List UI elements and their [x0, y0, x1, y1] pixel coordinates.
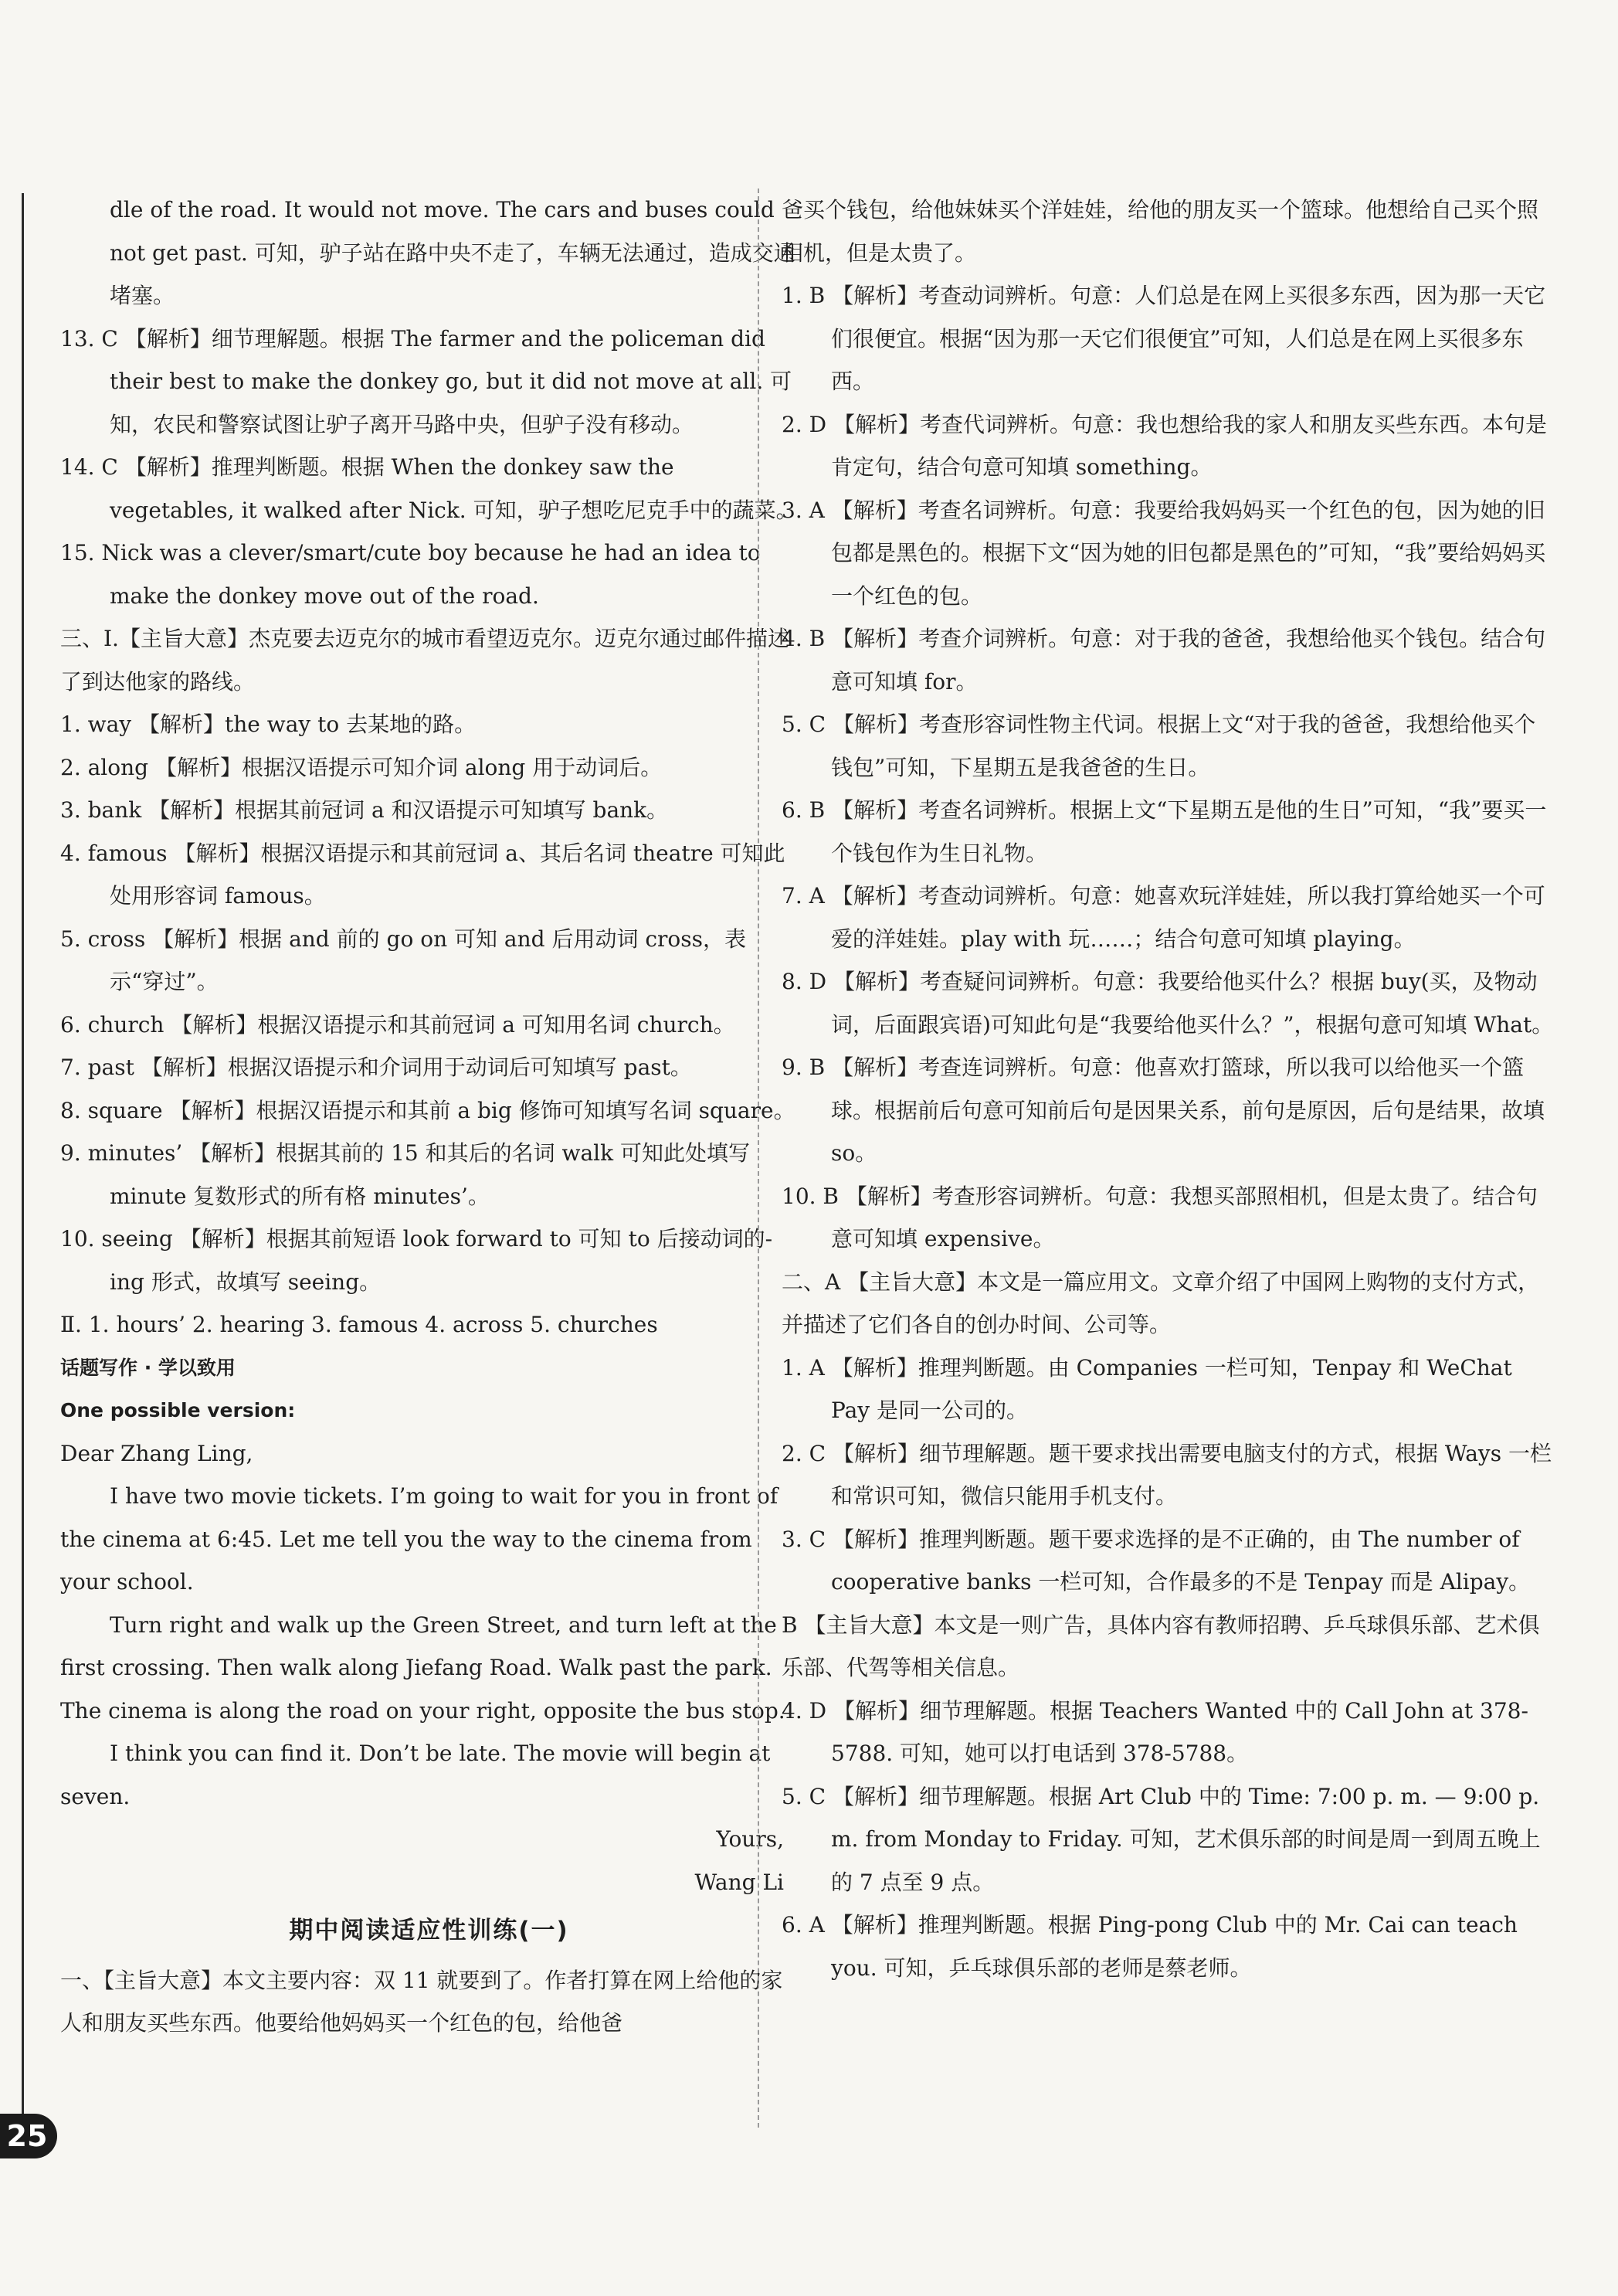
left-column-paragraph: dle of the road. It would not move. The cars and buses could not get past. 可知，驴子站在路中央不走了，车辆无法通过，造成交通堵塞。 [110, 197, 795, 308]
left-column-paragraph: One possible version: [60, 1399, 296, 1421]
right-column-paragraph: 5. C 【解析】细节理解题。根据 Art Club 中的 Time: 7:00 p. m. — 9:00 p. m. from Monday to Friday. 可知，艺术俱乐部的时间是周一到周五晚上的 7 点至 9 点。 [782, 1783, 1541, 1895]
right-column-paragraph: 4. D 【解析】细节理解题。根据 Teachers Wanted 中的 Call John at 378-5788. 可知，她可以打电话到 378-5788。 [782, 1697, 1528, 1766]
left-column-paragraph: 期中阅读适应性训练(一) [289, 1917, 569, 1944]
right-column [782, 189, 1554, 1989]
left-column-paragraph: 9. minutes’ 【解析】根据其前的 15 和其后的名词 walk 可知此处填写 minute 复数形式的所有格 minutes’。 [60, 1140, 750, 1209]
right-column-paragraph: 1. B 【解析】考查动词辨析。句意：人们总是在网上买很多东西，因为那一天它们很便宜。根据“因为那一天它们很便宜”可知，人们总是在网上买很多东西。 [782, 283, 1546, 394]
right-column-paragraph: 2. D 【解析】考查代词辨析。句意：我也想给我的家人和朋友买些东西。本句是肯定句，结合句意可知填 something。 [782, 411, 1547, 480]
left-column-paragraph: 话题写作 · 学以致用 [60, 1356, 236, 1379]
left-column-paragraph: I think you can find it. Don’t be late. The movie will begin at seven. [60, 1741, 771, 1809]
left-column-paragraph: Yours, [716, 1826, 784, 1852]
left-column-paragraph: Ⅱ. 1. hours’ 2. hearing 3. famous 4. across 5. churches [60, 1312, 658, 1337]
right-column-paragraph: 2. C 【解析】细节理解题。题干要求找出需要电脑支付的方式，根据 Ways 一栏和常识可知，微信只能用手机支付。 [782, 1440, 1552, 1509]
right-column-paragraph: 3. A 【解析】考查名词辨析。句意：我要给我妈妈买一个红色的包，因为她的旧包都是黑色的。根据下文“因为她的旧包都是黑色的”可知，“我”要给妈妈买一个红色的包。 [782, 497, 1546, 609]
left-column-paragraph: 3. bank 【解析】根据其前冠词 a 和汉语提示可知填写 bank。 [60, 797, 669, 823]
right-column-paragraph: 4. B 【解析】考查介词辨析。句意：对于我的爸爸，我想给他买个钱包。结合句意可知填 for。 [782, 626, 1546, 695]
right-column-paragraph: 6. A 【解析】推理判断题。根据 Ping-pong Club 中的 Mr. Cai can teach you. 可知，乒乓球俱乐部的老师是蔡老师。 [782, 1912, 1518, 1981]
left-column-paragraph: Turn right and walk up the Green Street, and turn left at the first crossing. Then walk along Jiefang Road. Walk past the park. The cinema is along the road on your right, opposite the bus stop. [60, 1612, 785, 1724]
right-column-paragraph: 1. A 【解析】推理判断题。由 Companies 一栏可知，Tenpay 和 WeChat Pay 是同一公司的。 [782, 1354, 1512, 1423]
right-column-paragraph: 二、A 【主旨大意】本文是一篇应用文。文章介绍了中国网上购物的支付方式，并描述了它们各自的创办时间、公司等。 [782, 1269, 1540, 1337]
left-column-paragraph: 8. square 【解析】根据汉语提示和其前 a big 修饰可知填写名词 square。 [60, 1097, 795, 1123]
left-column-paragraph: 10. seeing 【解析】根据其前短语 look forward to 可知 to 后接动词的-ing 形式，故填写 seeing。 [60, 1226, 773, 1295]
left-column-paragraph: I have two movie tickets. I’m going to wait for you in front of the cinema at 6:45. Let me tell you the way to the cinema from your school. [60, 1483, 778, 1595]
left-column-paragraph: 6. church 【解析】根据汉语提示和其前冠词 a 可知用名词 church。 [60, 1011, 735, 1038]
right-column-paragraph: 6. B 【解析】考查名词辨析。根据上文“下星期五是他的生日”可知，“我”要买一个钱包作为生日礼物。 [782, 797, 1547, 866]
left-column-paragraph: 15. Nick was a clever/smart/cute boy because he had an idea to make the donkey move out of the road. [60, 540, 761, 609]
column-divider [758, 189, 759, 2128]
right-column-paragraph: 10. B 【解析】考查形容词辨析。句意：我想买部照相机，但是太贵了。结合句意可知填 expensive。 [782, 1183, 1538, 1252]
left-column-paragraph: 5. cross 【解析】根据 and 前的 go on 可知 and 后用动词 cross，表示“穿过”。 [60, 926, 747, 994]
left-column-paragraph: 2. along 【解析】根据汉语提示可知介词 along 用于动词后。 [60, 754, 663, 780]
left-column-paragraph: Dear Zhang Ling, [60, 1440, 253, 1466]
left-column-paragraph: Wang Li [694, 1869, 784, 1895]
left-column [60, 189, 798, 2045]
left-column-paragraph: 14. C 【解析】推理判断题。根据 When the donkey saw the vegetables, it walked after Nick. 可知，驴子想吃尼克手中的蔬菜。 [60, 454, 798, 523]
right-column-paragraph: 7. A 【解析】考查动词辨析。句意：她喜欢玩洋娃娃，所以我打算给她买一个可爱的洋娃娃。play with 玩……；结合句意可知填 playing。 [782, 883, 1545, 952]
right-column-paragraph: B 【主旨大意】本文是一则广告，具体内容有教师招聘、乒乓球俱乐部、艺术俱乐部、代驾等相关信息。 [782, 1612, 1540, 1680]
left-column-paragraph: 4. famous 【解析】根据汉语提示和其前冠词 a、其后名词 theatre 可知此处用形容词 famous。 [60, 840, 785, 909]
page-number-badge: 25 [0, 2114, 57, 2158]
page-edge-line [22, 193, 24, 2140]
left-column-paragraph: 三、Ⅰ.【主旨大意】杰克要去迈克尔的城市看望迈克尔。迈克尔通过邮件描述了到达他家的路线。 [60, 626, 789, 695]
left-column-paragraph: 一、【主旨大意】本文主要内容：双 11 就要到了。作者打算在网上给他的家人和朋友买些东西。他要给他妈妈买一个红色的包，给他爸 [60, 1967, 783, 2036]
left-column-paragraph: 1. way 【解析】the way to 去某地的路。 [60, 712, 477, 737]
left-column-paragraph: 13. C 【解析】细节理解题。根据 The farmer and the policeman did their best to make the donkey go, but it did not move at all. 可知，农民和警察试图让驴子离开马路中央，但驴子没有移动。 [60, 325, 792, 437]
right-column-paragraph: 爸买个钱包，给他妹妹买个洋娃娃，给他的朋友买一个篮球。他想给自己买个照相机，但是太贵了。 [782, 197, 1539, 266]
right-column-paragraph: 9. B 【解析】考查连词辨析。句意：他喜欢打篮球，所以我可以给他买一个篮球。根据前后句意可知前后句是因果关系，前句是原因，后句是结果，故填 so。 [782, 1055, 1545, 1166]
right-column-paragraph: 5. C 【解析】考查形容词性物主代词。根据上文“对于我的爸爸，我想给他买个钱包”可知，下星期五是我爸爸的生日。 [782, 712, 1536, 780]
right-column-paragraph: 3. C 【解析】推理判断题。题干要求选择的是不正确的，由 The number of cooperative banks 一栏可知，合作最多的不是 Tenpay 而是 Alipay。 [782, 1526, 1531, 1595]
left-column-paragraph: 7. past 【解析】根据汉语提示和介词用于动词后可知填写 past。 [60, 1055, 692, 1080]
right-column-paragraph: 8. D 【解析】考查疑问词辨析。句意：我要给他买什么？根据 buy(买，及物动词，后面跟宾语)可知此句是“我要给他买什么？”，根据句意可知填 What。 [782, 969, 1554, 1038]
